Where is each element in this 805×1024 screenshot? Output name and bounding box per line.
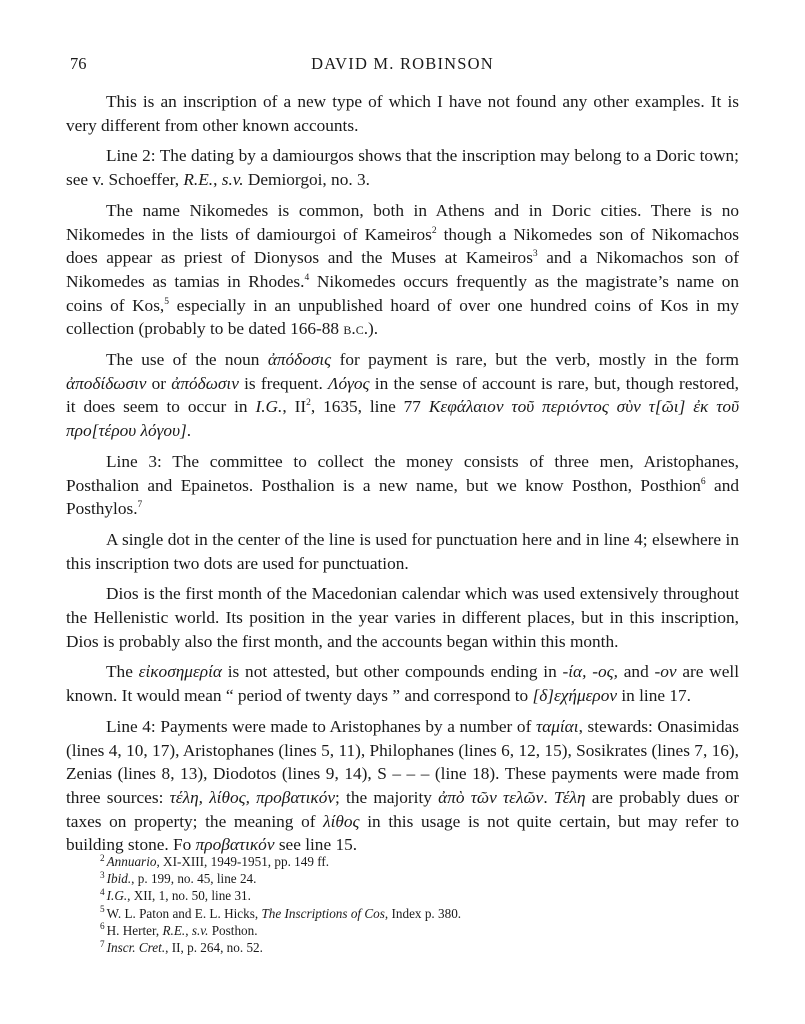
footnote-ref: 2: [431, 225, 437, 236]
footnote: $^4$ I.G., XII, 1, no. 50, line 31.: [100, 887, 251, 904]
greek-text: τέλη, λίθος, προβατικόν: [169, 787, 336, 807]
greek-text: ταμίαι: [535, 716, 579, 736]
greek-text: ἀπόδωσιν: [171, 373, 239, 393]
greek-text: Λόγος: [328, 373, 370, 393]
greek-text: ἀπόδοσις: [267, 350, 332, 370]
paragraph-3: The name Nikomedes is common, both in Athens and in Doric cities. There is no Nikomedes in the lists of damiourgoi of Kameiros$^2$ though a Nikomedes son of Nikomachos does appear as priest of Dionysos and the Muses at Kameiros$^3$ and a Nikomachos son of Nikomedes as tamias in Rhodes.$^4$ Nikomedes occurs frequently as the magistrate’s name on coins of Kos,$^5$ especially in an unpublished hoard of over one hundred coins of Kos in my collection (probably to be dated 166-88 b.c.).: [66, 200, 740, 339]
page-header: [70, 54, 735, 76]
footnote: $^3$ Ibid., p. 199, no. 45, line 24.: [100, 869, 257, 887]
paragraph-5: Line 3: The committee to collect the money consists of three men, Aristophanes, Posthalion and Epainetos. Posthalion is a new name, but we know Posthon, Posthion$^6$ and Posthylos.$^7$: [66, 451, 739, 519]
footnote: $^6$ H. Herter, R.E., s.v. Posthon.: [100, 921, 258, 938]
greek-text: Τέλη: [553, 787, 586, 807]
footnote-ref: 7: [137, 500, 143, 511]
footnote-ref: 6: [700, 476, 706, 487]
footnotes: [100, 853, 660, 956]
paragraph-6: A single dot in the center of the line is used for punctuation here and in line 4; elsewhere in this inscription two dots are used for punctuation.: [66, 529, 739, 573]
greek-text: Κεφάλαιον τοῦ περιόντος σὺν τ[ῶι] ἐκ τοῦ προ[τέρου λόγου]: [66, 397, 739, 441]
paragraph-9: Line 4: Payments were made to Aristophanes by a number of ταμίαι, stewards: Onasimidas (lines 4, 10, 17), Aristophanes (lines 5, 11), Philophanes (lines 6, 12, 15), Sosikrates (lines 7, 16), Zenias (lines 8, 13), Diodotos (lines 9, 14), S – – – (line 18). These payments were made from three sources: τέλη, λίθος, προβατικόν; the majority ἀπὸ τῶν τελῶν. Τέλη are probably dues or taxes on property; the meaning of λίθος in this usage is not quite certain, but may refer to building stone. Fo προβατικόν see line 15.: [66, 716, 740, 855]
body-text: [66, 90, 739, 864]
greek-text: [δ]εχήμερον: [532, 686, 618, 706]
greek-text: προβατικόν: [195, 835, 275, 855]
paragraph-1: This is an inscription of a new type of which I have not found any other examples. It is very different from other known accounts.: [66, 92, 739, 135]
paragraph-7: Dios is the first month of the Macedonian calendar which was used extensively throughout the Hellenistic world. Its position in the year varies in different places, but in this inscription, Dios is probably also the first month, and the accounts began within this month.: [66, 584, 739, 651]
page-number: 76: [70, 54, 87, 73]
footnote-ref: 5: [164, 296, 169, 307]
footnote: $^2$ Annuario, XI-XIII, 1949-1951, pp. 149 ff.: [100, 852, 330, 869]
paragraph-2: Line 2: The dating by a damiourgos shows that the inscription may belong to a Doric town; see v. Schoeffer, R.E., s.v. Demiorgoi, no. 3.: [66, 146, 739, 190]
greek-text: -ον: [654, 662, 677, 682]
paragraph-8: The εἰκοσημερία is not attested, but other compounds ending in -ία, -ος, and -ον are well known. It would mean “ period of twenty days ” and correspond to [δ]εχήμερον in line 17.: [66, 662, 740, 706]
paragraph-4: The use of the noun ἀπόδοσις for payment is rare, but the verb, mostly in the form ἀποδίδωσιν or ἀπόδωσιν is frequent. Λόγος in the sense of account is rare, but, though restored, it does seem to occur in I.G., $II^2$, 1635, line 77 Κεφάλαιον τοῦ περιόντος σὺν τ[ῶι] ἐκ τοῦ προ[τέρου λόγου].: [66, 350, 740, 441]
greek-text: ἀπὸ τῶν τελῶν: [438, 787, 544, 807]
footnote-ref: 3: [532, 249, 538, 260]
greek-text: ἀποδίδωσιν: [66, 373, 147, 393]
footnote-ref: 4: [304, 273, 310, 284]
footnote: $^5$ W. L. Paton and E. L. Hicks, The Inscriptions of Cos, Index p. 380.: [100, 904, 462, 921]
greek-text: λίθος: [323, 811, 360, 831]
greek-text: εἰκοσημερία: [138, 662, 222, 682]
greek-text: -ία, -ος,: [562, 662, 618, 682]
running-head: DAVID M. ROBINSON: [311, 54, 494, 73]
footnote: $^7$ Inscr. Cret., II, p. 264, no. 52.: [100, 938, 263, 956]
